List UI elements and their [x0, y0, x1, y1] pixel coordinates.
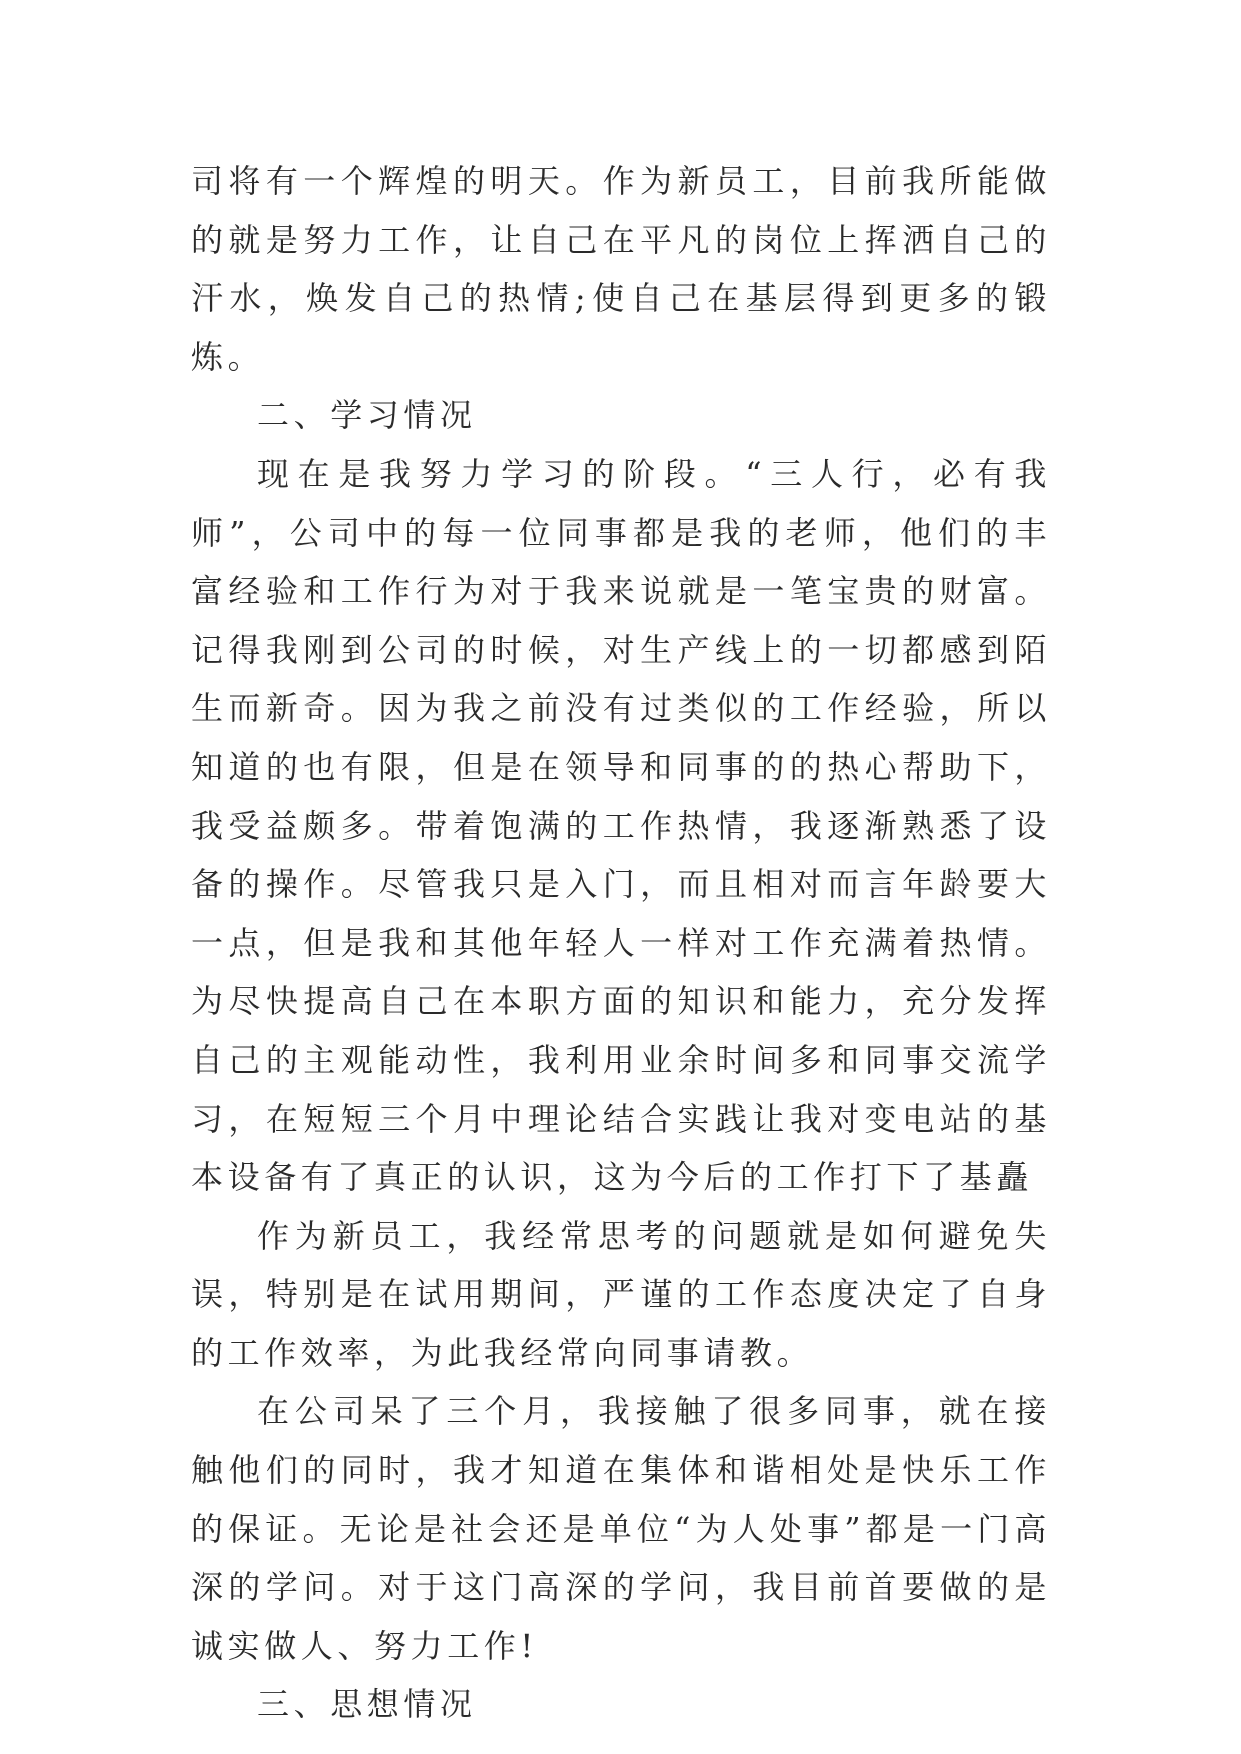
document-body: [191, 152, 1051, 1734]
paragraph-continuation: 司将有一个辉煌的明天。作为新员工，目前我所能做的就是努力工作，让自己在平凡的岗位上挥洒自己的汗水，焕发自己的热情;使自己在基层得到更多的锻炼。: [191, 162, 1051, 376]
paragraph-study-3: 在公司呆了三个月，我接触了很多同事，就在接触他们的同时，我才知道在集体和谐相处是快乐工作的保证。无论是社会还是单位“为人处事”都是一门高深的学问。对于这门高深的学问，我目前首要做的是诚实做人、努力工作!: [191, 1392, 1051, 1665]
section-heading-thought: 三、思想情况: [257, 1685, 477, 1724]
paragraph-study-2: 作为新员工，我经常思考的问题就是如何避免失误，特别是在试用期间，严谨的工作态度决定了自身的工作效率，为此我经常向同事请教。: [191, 1216, 1051, 1372]
section-heading-study: 二、学习情况: [257, 396, 477, 435]
paragraph-study-1: 现在是我努力学习的阶段。“三人行，必有我师”，公司中的每一位同事都是我的老师，他们的丰富经验和工作行为对于我来说就是一笔宝贵的财富。记得我刚到公司的时候，对生产线上的一切都感到陌生而新奇。因为我之前没有过类似的工作经验，所以知道的也有限，但是在领导和同事的的热心帮助下，我受益颇多。带着饱满的工作热情，我逐渐熟悉了设备的操作。尽管我只是入门，而且相对而言年龄要大一点，但是我和其他年轻人一样对工作充满着热情。为尽快提高自己在本职方面的知识和能力，充分发挥自己的主观能动性，我利用业余时间多和同事交流学习，在短短三个月中理论结合实践让我对变电站的基本设备有了真正的认识，这为今后的工作打下了基矗: [191, 454, 1051, 1197]
